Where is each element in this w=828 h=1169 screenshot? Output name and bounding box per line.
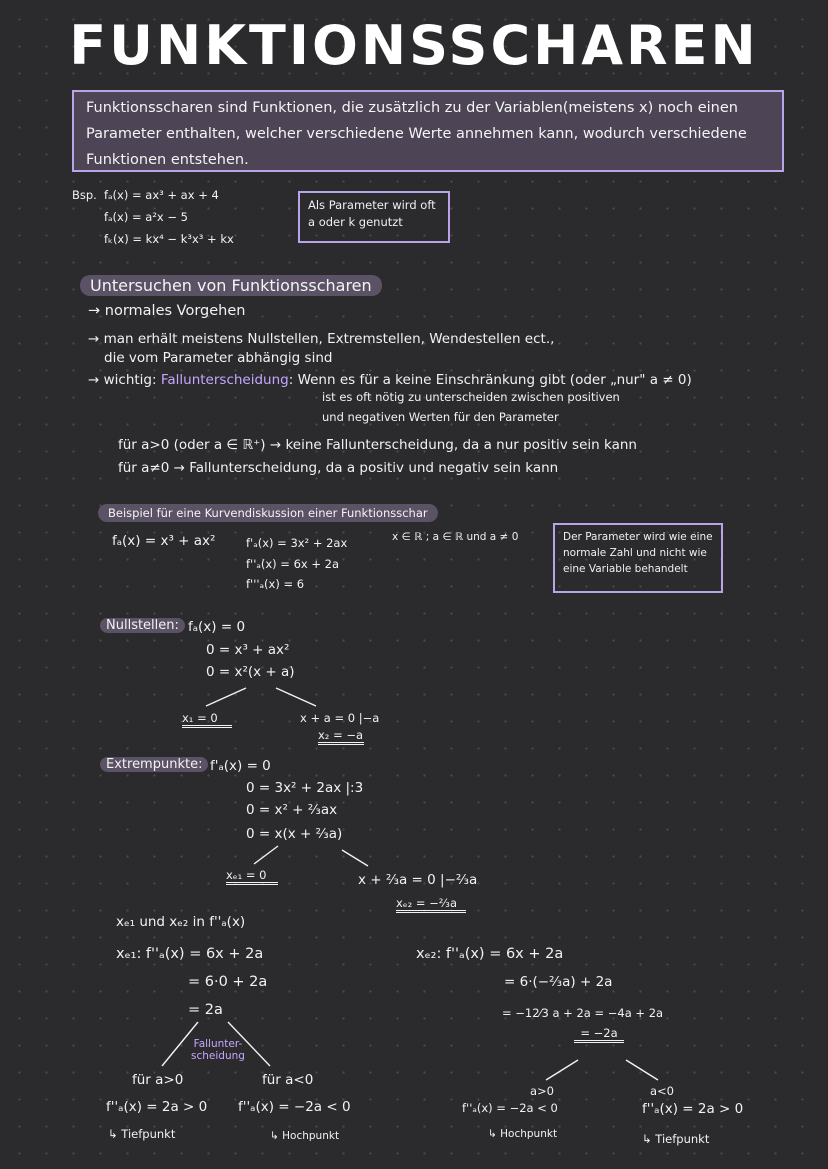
- example-line-2: fₐ(x) = a²x − 5: [104, 210, 189, 224]
- examples-label: Bsp.: [72, 188, 97, 202]
- wichtig-text: : Wenn es für a keine Einschränkung gibt (oder „nur" a ≠ 0): [288, 372, 692, 388]
- nullstellen-step-2: 0 = x³ + ax²: [206, 642, 290, 658]
- case-a-positive: für a>0 (oder a ∈ ℝ⁺) → keine Fallunterscheidung, da a nur positiv sein kann: [118, 437, 637, 453]
- extrempunkte-step-1: f'ₐ(x) = 0: [210, 758, 271, 774]
- page-title: FUNKTIONSSCHAREN: [69, 14, 759, 77]
- check-right-step-4: = −2a: [574, 1026, 624, 1043]
- left-case-1-result: f''ₐ(x) = 2a > 0: [106, 1099, 208, 1115]
- left-case-2-result: f''ₐ(x) = −2a < 0: [238, 1099, 351, 1115]
- nullstellen-step-3: 0 = x²(x + a): [206, 664, 295, 680]
- check-left-step-3: = 2a: [188, 1002, 223, 1018]
- nullstellen-label: Nullstellen:: [100, 618, 185, 633]
- right-case-1-cond: a>0: [530, 1084, 554, 1098]
- right-case-2-result: f''ₐ(x) = 2a > 0: [642, 1101, 744, 1117]
- check-right-step-2: = 6·(−⅔a) + 2a: [504, 974, 613, 990]
- extrempunkte-step-4: 0 = x(x + ⅔a): [246, 826, 343, 842]
- nullstelle-x2: x₂ = −a: [318, 728, 364, 745]
- case-a-nonzero: für a≠0 → Fallunterscheidung, da a positiv und negativ sein kann: [118, 460, 559, 476]
- nullstelle-equation: x + a = 0 |−a: [300, 711, 380, 725]
- bullet-parameter-abhaengig: die vom Parameter abhängig sind: [104, 350, 333, 366]
- extrempunkte-step-3: 0 = x² + ⅔ax: [246, 802, 338, 818]
- parameter-note-box: Als Parameter wird oft a oder k genutzt: [298, 191, 450, 243]
- bullet-normales-vorgehen: → normales Vorgehen: [88, 303, 246, 319]
- nullstellen-step-1: fₐ(x) = 0: [188, 619, 246, 635]
- fallunterscheidung-label: Fallunter-scheidung: [191, 1038, 245, 1062]
- check-right-step-3: = −12⁄3 a + 2a = −4a + 2a: [502, 1006, 664, 1020]
- extremstelle-xe1: xₑ₁ = 0: [226, 868, 278, 885]
- definition-box: Funktionsscharen sind Funktionen, die zusätzlich zu der Variablen(meistens x) noch einen Parameter enthalten, welcher verschiedene Werte annehmen kann, wodurch verschiedene Funktionen entstehen.: [72, 90, 784, 172]
- left-fall-branch-left: [162, 1022, 198, 1066]
- nullstellen-branch-left: [206, 688, 246, 706]
- extremstelle-equation: x + ⅔a = 0 |−⅔a: [358, 872, 478, 888]
- parameter-behaviour-note-box: Der Parameter wird wie eine normale Zahl und nicht wie eine Variable behandelt: [553, 523, 723, 593]
- function-definition: fₐ(x) = x³ + ax²: [112, 533, 216, 549]
- extrempunkte-step-2: 0 = 3x² + 2ax |:3: [246, 780, 364, 796]
- check-right-step-1: xₑ₂: f''ₐ(x) = 6x + 2a: [416, 946, 564, 962]
- left-case-1-type: ↳ Tiefpunkt: [108, 1127, 176, 1141]
- section-heading-untersuchen: Untersuchen von Funktionsscharen: [80, 275, 382, 296]
- domain-text: x ∈ ℝ ; a ∈ ℝ und a ≠ 0: [392, 531, 519, 543]
- right-case-1-result: f''ₐ(x) = −2a < 0: [462, 1101, 558, 1115]
- extrempunkte-branch-right: [342, 850, 368, 866]
- bullet-man-erhaelt: → man erhält meistens Nullstellen, Extremstellen, Wendestellen ect.,: [88, 331, 555, 347]
- right-fall-branch-right: [626, 1060, 658, 1080]
- nullstelle-x1: x₁ = 0: [182, 711, 232, 728]
- right-case-1-type: ↳ Hochpunkt: [488, 1128, 558, 1140]
- check-left-step-2: = 6·0 + 2a: [188, 974, 268, 990]
- check-left-step-1: xₑ₁: f''ₐ(x) = 6x + 2a: [116, 946, 264, 962]
- left-case-2-type: ↳ Hochpunkt: [270, 1130, 340, 1142]
- extrempunkte-branch-left: [254, 846, 278, 864]
- right-case-2-cond: a<0: [650, 1084, 674, 1098]
- left-case-2-cond: für a<0: [262, 1072, 314, 1088]
- example-line-3: fₖ(x) = kx⁴ − k³x³ + kx: [104, 232, 234, 246]
- right-fall-branch-left: [546, 1060, 578, 1080]
- left-case-1-cond: für a>0: [132, 1072, 184, 1088]
- fallunterscheidung-term: Fallunterscheidung: [160, 372, 289, 388]
- extrempunkte-label: Extrempunkte:: [100, 757, 208, 772]
- wichtig-prefix: → wichtig:: [88, 372, 157, 388]
- example-line-1: fₐ(x) = ax³ + ax + 4: [104, 188, 219, 202]
- check-heading: xₑ₁ und xₑ₂ in f''ₐ(x): [116, 914, 246, 930]
- nullstellen-branch-right: [276, 688, 316, 706]
- first-derivative: f'ₐ(x) = 3x² + 2ax: [246, 536, 348, 550]
- second-derivative: f''ₐ(x) = 6x + 2a: [246, 557, 340, 571]
- wichtig-line-3: und negativen Werten für den Parameter: [322, 410, 559, 424]
- wichtig-line-2: ist es oft nötig zu unterscheiden zwischen positiven: [322, 390, 620, 404]
- right-case-2-type: ↳ Tiefpunkt: [642, 1132, 710, 1146]
- third-derivative: f'''ₐ(x) = 6: [246, 577, 305, 591]
- extremstelle-xe2: xₑ₂ = −⅔a: [396, 896, 466, 913]
- section-heading-beispiel: Beispiel für eine Kurvendiskussion einer Funktionsschar: [98, 504, 438, 522]
- left-fall-branch-right: [228, 1022, 270, 1066]
